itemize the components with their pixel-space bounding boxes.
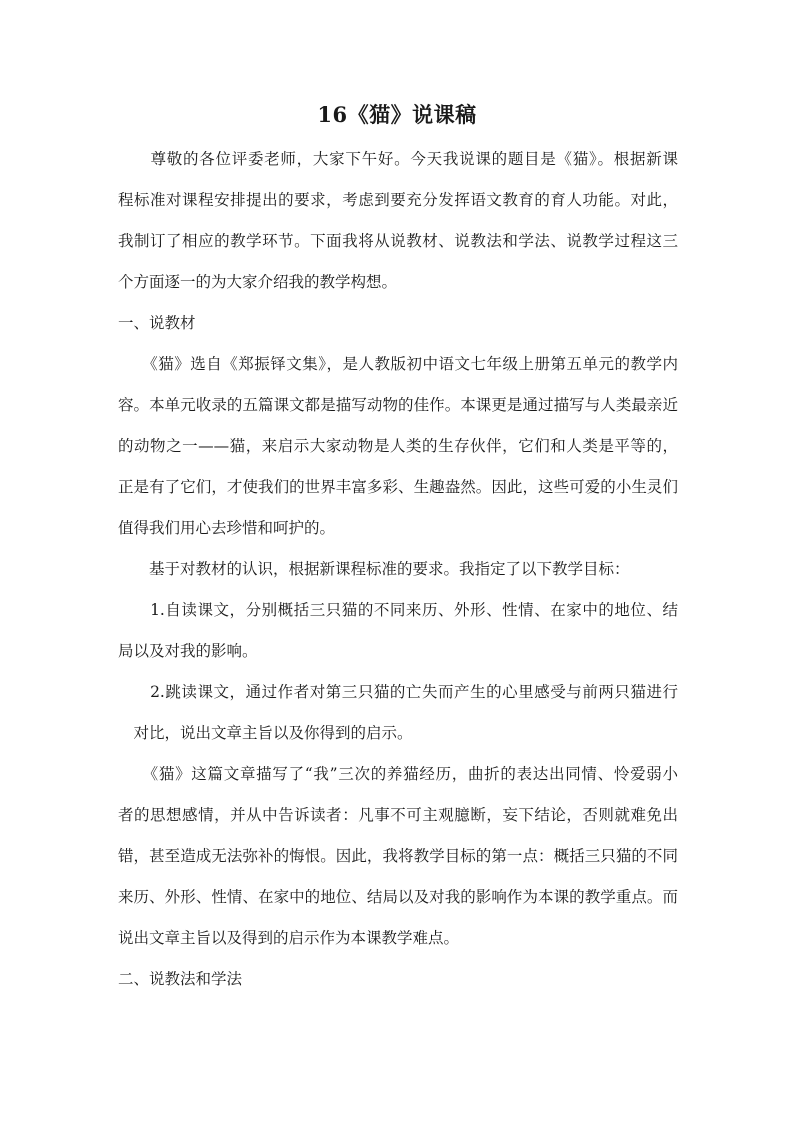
section-heading: 二、说教法和学法 [118,970,243,988]
paragraph-line: 者的思想感情，并从中告诉读者：凡事不可主观臆断，妄下结论，否则就难免出 [118,806,678,824]
paragraph-line: 的动物之一——猫，来启示大家动物是人类的生存伙伴，它们和人类是平等的， [118,437,678,455]
section-heading: 一、说教材 [118,314,196,332]
paragraph-line: 我制订了相应的教学环节。下面我将从说教材、说教法和学法、说教学过程这三 [118,232,678,250]
paragraph-line: 个方面逐一的为大家介绍我的教学构想。 [118,273,398,291]
paragraph-line: 《猫》这篇文章描写了“我”三次的养猫经历，曲折的表达出同情、怜爱弱小 [118,765,678,783]
list-item-line: 局以及对我的影响。 [118,642,258,660]
document-body [118,144,678,1005]
paragraph-line: 尊敬的各位评委老师，大家下午好。今天我说课的题目是《猫》。根据新课 [118,150,678,168]
paragraph-line: 基于对教材的认识，根据新课程标准的要求。我指定了以下教学目标： [118,560,630,578]
paragraph-line: 正是有了它们，才使我们的世界丰富多彩、生趣盎然。因此，这些可爱的小生灵们 [118,478,678,496]
document-title: 16《猫》说课稿 [317,102,477,127]
paragraph-line: 程标准对课程安排提出的要求，考虑到要充分发挥语文教育的育人功能。对此， [118,191,678,209]
paragraph-line: 《猫》选自《郑振铎文集》，是人教版初中语文七年级上册第五单元的教学内 [118,355,678,373]
list-item-line: 1.自读课文，分别概括三只猫的不同来历、外形、性情、在家中的地位、结 [118,601,678,619]
list-item-line: 2.跳读课文，通过作者对第三只猫的亡失而产生的心里感受与前两只猫进行 [118,683,678,701]
paragraph-line: 值得我们用心去珍惜和呵护的。 [118,519,336,537]
paragraph-line: 来历、外形、性情、在家中的地位、结局以及对我的影响作为本课的教学重点。而 [118,888,678,906]
paragraph-line: 容。本单元收录的五篇课文都是描写动物的佳作。本课更是通过描写与人类最亲近 [118,396,678,414]
paragraph-line: 错，甚至造成无法弥补的悔恨。因此，我将教学目标的第一点：概括三只猫的不同 [118,847,678,865]
paragraph-line: 说出文章主旨以及得到的启示作为本课教学难点。 [118,929,460,947]
list-item-line: 对比，说出文章主旨以及你得到的启示。 [118,724,413,742]
